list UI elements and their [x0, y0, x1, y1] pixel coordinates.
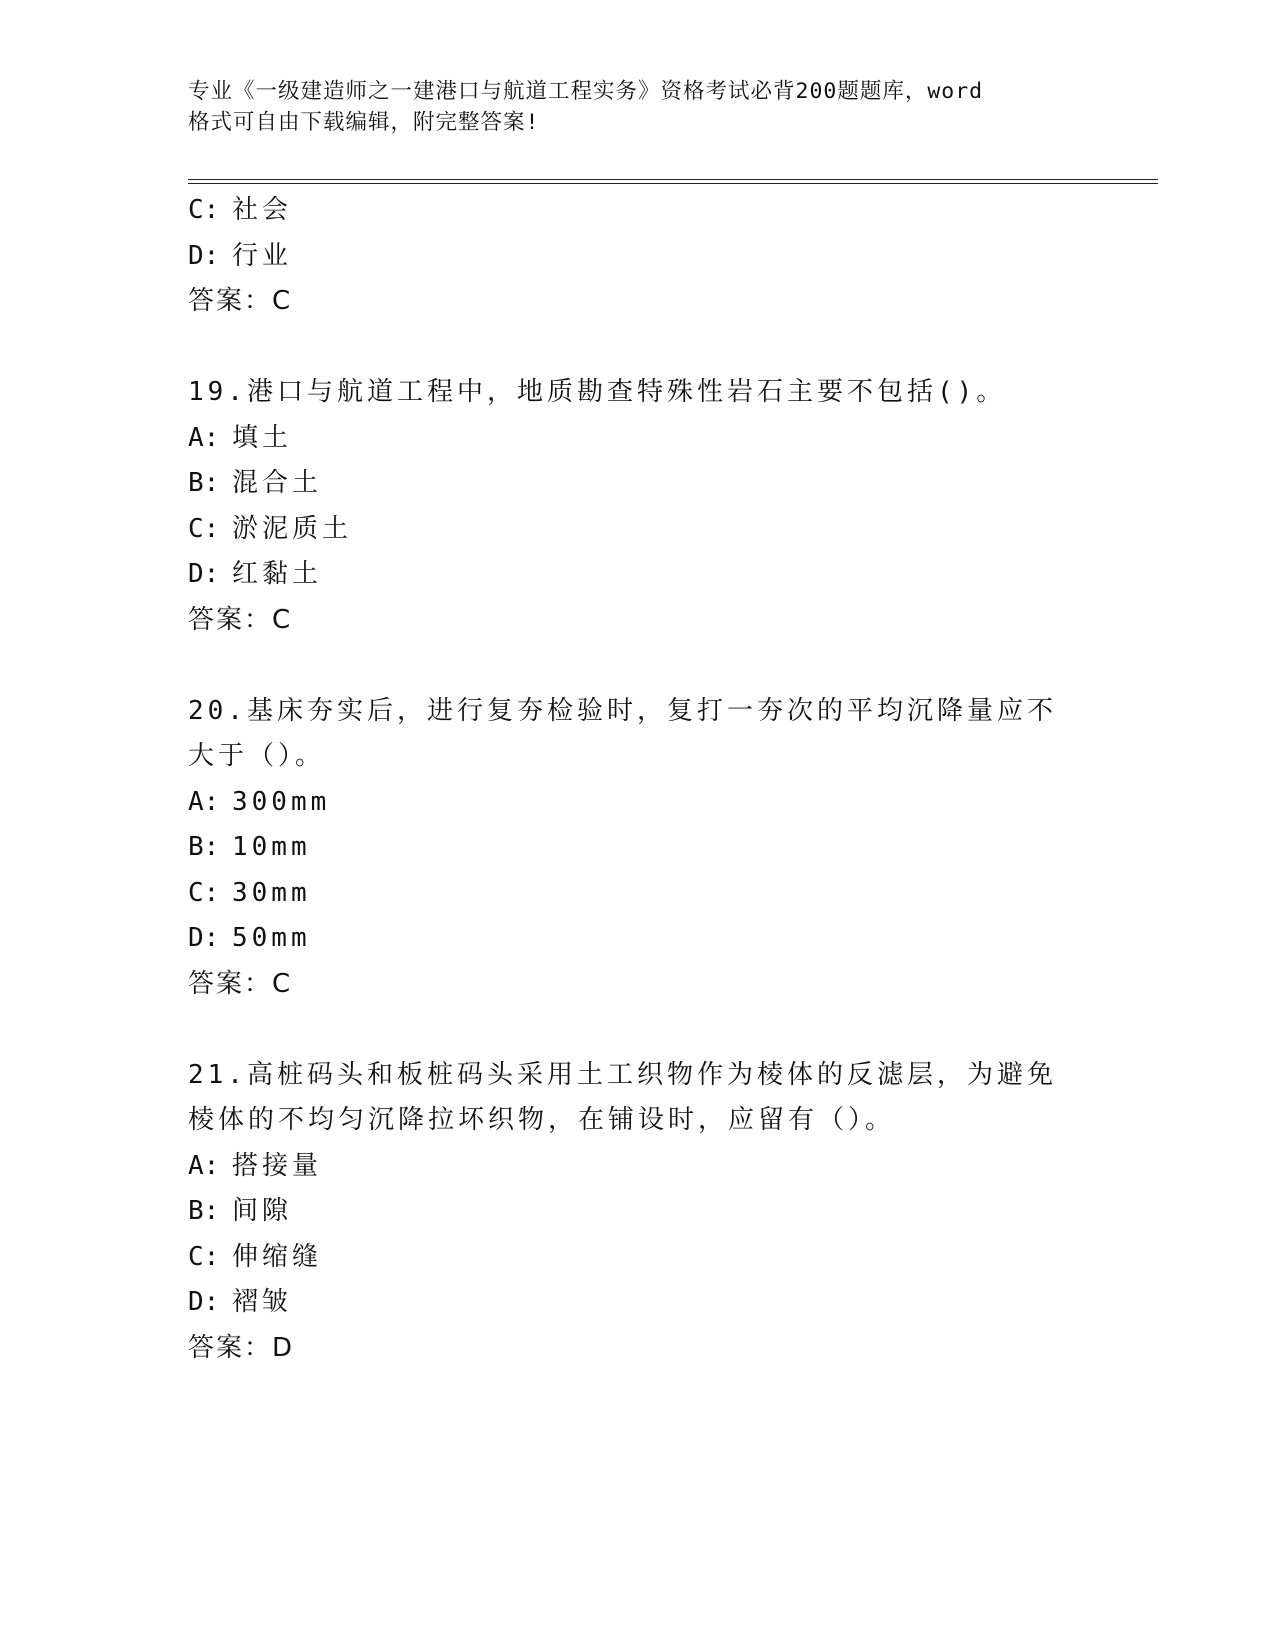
- option-text: 红黏土: [232, 559, 323, 589]
- answer-label: 答案：: [188, 604, 273, 635]
- option-letter: D:: [188, 1287, 220, 1317]
- option-c: [188, 871, 1088, 917]
- option-a: [188, 780, 1088, 826]
- question-stem-21: 21.高桩码头和板桩码头采用土工织物作为棱体的反滤层，为避免棱体的不均匀沉降拉坏织物，在铺设时，应留有（）。: [188, 1059, 1057, 1135]
- option-text: 10mm: [232, 832, 311, 862]
- option-text: 间隙: [232, 1196, 293, 1226]
- spacer: [188, 1007, 1088, 1053]
- option-b: [188, 1189, 1088, 1235]
- answer-line: [188, 598, 1088, 644]
- option-d: [188, 916, 1088, 962]
- header-line-1: 专业《一级建造师之一建港口与航道工程实务》资格考试必背200题题库，word: [188, 79, 984, 104]
- option-letter: A:: [188, 786, 220, 817]
- option-letter: A:: [188, 1150, 220, 1181]
- answer-line: [188, 1326, 1088, 1372]
- spacer: [188, 325, 1088, 371]
- option-text: 300mm: [232, 786, 331, 817]
- option-a: [188, 416, 1088, 462]
- answer-label: 答案：: [188, 968, 273, 999]
- option-letter: C:: [188, 877, 220, 908]
- option-d: [188, 552, 1088, 598]
- option-b: [188, 825, 1088, 871]
- option-text: 褶皱: [232, 1287, 293, 1317]
- option-letter: D:: [188, 923, 220, 953]
- header-line-2: 格式可自由下载编辑，附完整答案!: [188, 110, 540, 135]
- option-d: [188, 1280, 1088, 1326]
- option-c: [188, 507, 1088, 553]
- option-text: 填土: [232, 422, 293, 453]
- page-header: [188, 76, 1088, 138]
- option-text: 伸缩缝: [232, 1241, 323, 1272]
- option-letter: B:: [188, 1196, 220, 1226]
- answer-value: D: [272, 1332, 293, 1363]
- spacer: [188, 643, 1088, 689]
- option-text: 社会: [232, 195, 293, 225]
- option-letter: B:: [188, 832, 220, 862]
- option-b: [188, 461, 1088, 507]
- answer-value: C: [272, 286, 291, 316]
- header-divider: [188, 179, 1158, 184]
- option-a: [188, 1144, 1088, 1190]
- option-letter: C:: [188, 513, 220, 544]
- option-d: [188, 234, 1088, 280]
- option-letter: C:: [188, 195, 220, 225]
- option-text: 30mm: [232, 877, 311, 908]
- option-letter: D:: [188, 559, 220, 589]
- answer-line: [188, 279, 1088, 325]
- option-c: [188, 1235, 1088, 1281]
- option-letter: A:: [188, 422, 220, 453]
- answer-line: [188, 962, 1088, 1008]
- question-stem-20: 20.基床夯实后，进行复夯检验时，复打一夯次的平均沉降量应不大于（）。: [188, 695, 1057, 771]
- option-text: 搭接量: [232, 1150, 323, 1181]
- question-stem-19: 19.港口与航道工程中，地质勘查特殊性岩石主要不包括()。: [188, 377, 1007, 407]
- option-text: 混合土: [232, 468, 323, 498]
- option-c: [188, 188, 1088, 234]
- option-text: 50mm: [232, 923, 311, 953]
- answer-value: C: [272, 968, 291, 999]
- answer-label: 答案：: [188, 286, 273, 316]
- question-content: [188, 188, 1088, 1371]
- answer-label: 答案：: [188, 1332, 273, 1363]
- option-text: 淤泥质土: [232, 513, 353, 544]
- option-letter: B:: [188, 468, 220, 498]
- option-letter: D:: [188, 240, 220, 271]
- answer-value: C: [272, 604, 291, 635]
- option-letter: C:: [188, 1241, 220, 1272]
- option-text: 行业: [232, 240, 293, 271]
